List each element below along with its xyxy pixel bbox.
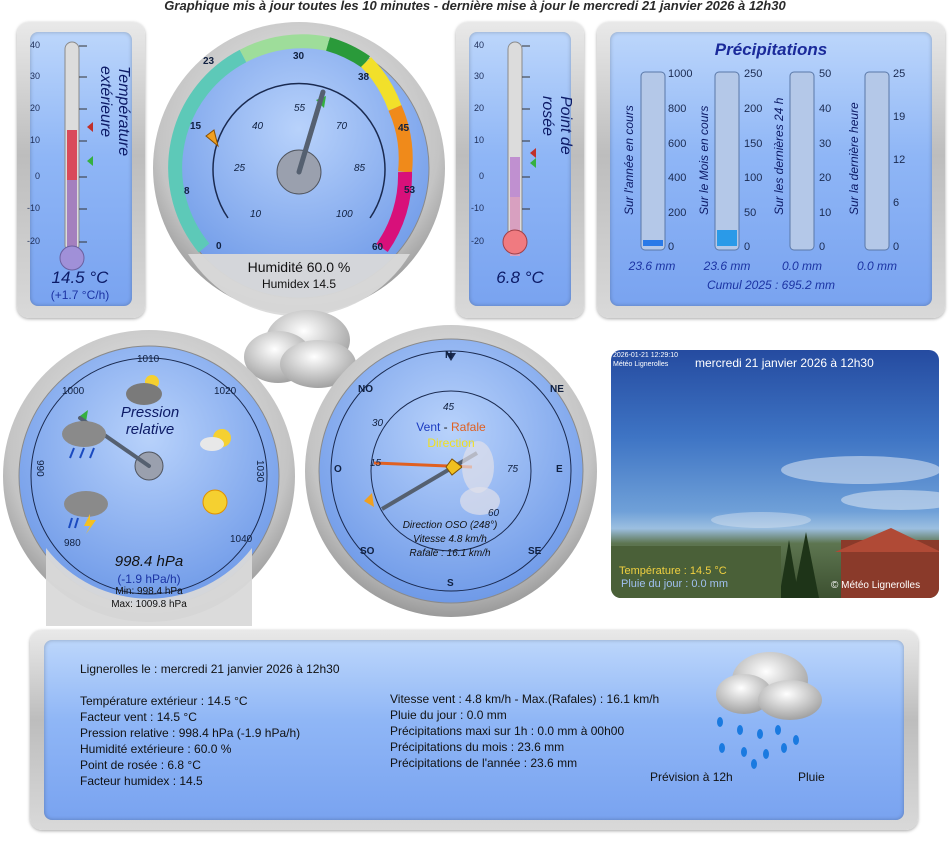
forecast-label: Prévision à 12h	[650, 770, 733, 784]
wind-cardinal-se: SE	[528, 546, 542, 557]
precip-tick: 0	[819, 241, 826, 253]
dew-tick: 30	[473, 71, 484, 81]
pressure-tick: 980	[64, 538, 81, 549]
wind-direction: Direction OSO (248°)	[402, 520, 498, 531]
report-right-line: Pluie du jour : 0.0 mm	[390, 708, 507, 722]
pressure-tick: 1040	[230, 534, 253, 545]
report-left-line: Point de rosée : 6.8 °C	[80, 758, 201, 772]
humidity-outer-tick: 60	[372, 242, 384, 253]
humidity-inner-tick: 25	[234, 163, 246, 174]
wind-cardinal-no: NO	[358, 384, 373, 395]
report-right-line: Précipitations du mois : 23.6 mm	[390, 740, 565, 754]
pressure-value: 998.4 hPa	[114, 553, 184, 570]
dew-tick: -10	[470, 203, 484, 213]
precip-tick: 1000	[668, 68, 693, 80]
precip-tick: 20	[819, 172, 832, 184]
webcam-rain: Pluie du jour : 0.0 mm	[621, 578, 728, 590]
precip-cumul: Cumul 2025 : 695.2 mm	[706, 278, 836, 292]
wind-legend-direction: Direction	[427, 436, 475, 450]
humidity-outer-tick: 45	[398, 123, 410, 134]
precip-col-label: Sur l'année en cours	[622, 105, 636, 215]
precip-value: 23.6 mm	[628, 259, 676, 273]
precip-tick: 12	[893, 154, 906, 166]
pressure-tick: 990	[34, 460, 45, 477]
precip-tick: 800	[668, 103, 687, 115]
wind-scale-tick: 45	[443, 402, 455, 413]
forecast-value: Pluie	[798, 770, 825, 784]
report-title: Lignerolles le : mercredi 21 janvier 2026 à 12h30	[80, 662, 340, 676]
wind-cardinal-n: N	[445, 350, 453, 361]
wind-scale-tick: 15	[370, 458, 382, 469]
humidity-outer-tick: 53	[404, 185, 416, 196]
humidity-inner-tick: 85	[354, 163, 366, 174]
pressure-subtitle: relative	[125, 421, 175, 438]
pressure-tick: 1020	[214, 386, 237, 397]
webcam-image[interactable]	[611, 350, 939, 598]
temp-ext-tick: 30	[29, 71, 40, 81]
webcam-scene	[611, 350, 939, 598]
pressure-min: Min: 998.4 hPa	[115, 586, 183, 597]
report-left-line: Humidité extérieure : 60.0 %	[80, 742, 232, 756]
report-right-line: Précipitations maxi sur 1h : 0.0 mm à 00h00	[390, 724, 625, 738]
humidity-inner-tick: 40	[252, 121, 264, 132]
pressure-tick: 1000	[62, 386, 85, 397]
precip-col-label: Sur le Mois en cours	[697, 105, 711, 215]
precip-tick: 50	[744, 207, 757, 219]
wind-cardinal-ne: NE	[550, 384, 564, 395]
report-left-line: Facteur vent : 14.5 °C	[80, 710, 197, 724]
precip-value: 23.6 mm	[703, 259, 751, 273]
humidity-inner-tick: 55	[294, 103, 306, 114]
pressure-trend: (-1.9 hPa/h)	[117, 572, 181, 586]
temp-ext-value: 14.5 °C	[51, 268, 109, 287]
report-right-line: Précipitations de l'année : 23.6 mm	[390, 756, 578, 770]
humidity-outer-tick: 30	[293, 51, 305, 62]
dew-tick: 40	[473, 40, 484, 50]
wind-cardinal-e: E	[556, 464, 563, 475]
precip-tick: 400	[668, 172, 687, 184]
precip-tick: 100	[744, 172, 763, 184]
precip-tick: 250	[744, 68, 763, 80]
dew-tick: 10	[473, 135, 484, 145]
precip-tick: 0	[668, 241, 675, 253]
precip-tick: 30	[819, 138, 832, 150]
precip-value: 0.0 mm	[781, 259, 822, 273]
humidity-inner-tick: 70	[336, 121, 348, 132]
pressure-tick: 1010	[137, 354, 160, 365]
page-header: Graphique mis à jour toutes les 10 minutes - dernière mise à jour le mercredi 21 janvier 2026 à 12h30	[164, 0, 786, 13]
wind-cardinal-s: S	[447, 578, 454, 589]
dew-tick: -20	[470, 236, 484, 246]
precip-tick: 19	[893, 111, 906, 123]
precip-tick: 0	[744, 241, 751, 253]
precip-tick: 600	[668, 138, 687, 150]
report-right-line: Vitesse vent : 4.8 km/h - Max.(Rafales) : 16.1 km/h	[390, 692, 660, 706]
webcam-temp: Température : 14.5 °C	[619, 565, 727, 577]
humidity-outer-tick: 38	[358, 72, 370, 83]
precip-gauges	[597, 22, 945, 318]
wind-scale-tick: 30	[372, 418, 384, 429]
pressure-max: Max: 1009.8 hPa	[111, 599, 187, 610]
precip-tick: 10	[819, 207, 832, 219]
temp-ext-tick: 20	[29, 103, 40, 113]
dew-value: 6.8 °C	[496, 268, 544, 287]
wind-gust: Rafale : 16.1 km/h	[409, 548, 491, 559]
precip-tick: 40	[819, 103, 832, 115]
humidity-outer-tick: 8	[184, 186, 190, 197]
pressure-tick: 1030	[254, 460, 265, 483]
precip-tick: 50	[819, 68, 832, 80]
precip-tick: 0	[893, 241, 900, 253]
dew-tick: 0	[478, 171, 484, 181]
temp-ext-trend: (+1.7 °C/h)	[50, 288, 110, 302]
humidity-outer-tick: 0	[216, 241, 222, 252]
wind-scale-tick: 75	[507, 464, 519, 475]
precip-tick: 200	[668, 207, 687, 219]
wind-cardinal-so: SO	[360, 546, 375, 557]
humidex-value: Humidex 14.5	[261, 277, 337, 291]
precip-tick: 150	[744, 138, 763, 150]
webcam-credit: © Météo Lignerolles	[831, 580, 921, 591]
precip-col-label: Sur les dernières 24 h	[772, 97, 786, 215]
report-left-line: Facteur humidex : 14.5	[80, 774, 203, 788]
report-left-line: Pression relative : 998.4 hPa (-1.9 hPa/h)	[80, 726, 301, 740]
pressure-title: Pression	[120, 404, 180, 421]
precip-col-label: Sur la dernière heure	[847, 102, 861, 215]
humidity-outer-tick: 23	[203, 56, 215, 67]
wind-speed: Vitesse 4.8 km/h	[413, 534, 487, 545]
precip-tick: 6	[893, 197, 900, 209]
humidity-outer-tick: 15	[190, 121, 202, 132]
wind-legend: Vent - Rafale	[416, 420, 486, 434]
wind-scale-tick: 60	[488, 508, 500, 519]
temp-ext-title: Température extérieure	[97, 66, 132, 157]
temp-ext-tick: 40	[29, 40, 40, 50]
webcam-caption: mercredi 21 janvier 2026 à 12h30	[695, 356, 874, 370]
humidity-value: Humidité 60.0 %	[247, 259, 351, 275]
dew-title: Point de rosée	[539, 96, 574, 155]
storm-cloud-icon	[60, 488, 114, 534]
precip-value: 0.0 mm	[856, 259, 897, 273]
temp-ext-tick: -10	[26, 203, 40, 213]
webcam-stamp: 2026-01-21 12:29:10	[613, 352, 678, 359]
precip-tick: 200	[744, 103, 763, 115]
webcam-stamp: Météo Lignerolles	[613, 361, 669, 368]
temp-ext-tick: 0	[34, 171, 40, 181]
precip-title: Précipitations	[714, 40, 828, 59]
temp-ext-tick: -20	[26, 236, 40, 246]
dew-tick: 20	[473, 103, 484, 113]
report-left-line: Température extérieur : 14.5 °C	[80, 694, 248, 708]
humidity-inner-tick: 100	[336, 209, 353, 220]
temp-ext-tick: 10	[29, 135, 40, 145]
humidity-inner-tick: 10	[250, 209, 262, 220]
precip-tick: 25	[893, 68, 906, 80]
wind-cardinal-o: O	[334, 464, 342, 475]
forecast-rain-icon	[708, 648, 830, 772]
